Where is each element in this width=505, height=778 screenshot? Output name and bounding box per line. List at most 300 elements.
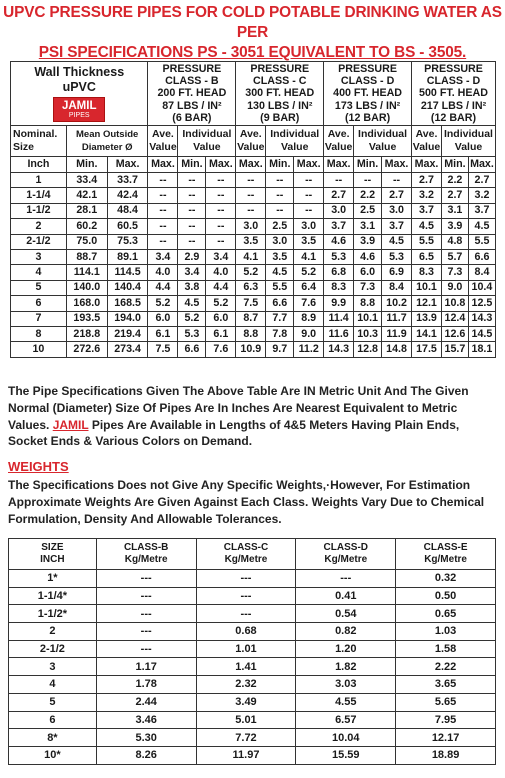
- value-cell: 6.0: [148, 311, 178, 326]
- mean-od-line: Mean Outside: [76, 129, 139, 140]
- value-cell: 5.2: [206, 296, 236, 311]
- table-row: [11, 342, 496, 357]
- max-header: Max.: [468, 157, 495, 173]
- header-line: Kg/Metre: [324, 554, 368, 565]
- class-line: (12 BAR): [345, 111, 391, 124]
- value-cell: 42.4: [107, 188, 148, 203]
- value-cell: 4.5: [266, 265, 294, 280]
- value-cell: 3.5: [294, 234, 324, 249]
- value-cell: 11.6: [324, 326, 354, 341]
- min-header: Min.: [66, 157, 107, 173]
- weight-cell: 3.65: [396, 676, 496, 694]
- value-cell: 5.3: [178, 326, 206, 341]
- weight-cell: 6.57: [296, 711, 396, 729]
- weight-cell: 0.82: [296, 623, 396, 641]
- value-cell: 42.1: [66, 188, 107, 203]
- header-line: CLASS-D: [323, 542, 368, 553]
- value-cell: 4.5: [382, 234, 412, 249]
- header-line: CLASS-B: [123, 542, 169, 553]
- size-cell: 2-1/2: [9, 640, 97, 658]
- value-cell: 7.3: [354, 280, 382, 295]
- value-cell: --: [236, 173, 266, 188]
- individual-value-header: [266, 126, 324, 157]
- value-cell: 13.9: [412, 311, 442, 326]
- value-cell: 8.3: [412, 265, 442, 280]
- value-cell: 4.0: [148, 265, 178, 280]
- weight-cell: 2.22: [396, 658, 496, 676]
- title-line-2: PSI SPECIFICATIONS PS - 3051 EQUIVALENT TO BS - 3505.: [38, 44, 467, 61]
- value-cell: 10.2: [382, 296, 412, 311]
- weight-cell: 7.72: [196, 729, 296, 747]
- note-text-start: The Pipe Specifications Given The Above Table Are IN Metric Unit And The Given Normal (Diameter) Size Of Pipes Are In Inches Are Nearest Equivalent to Metric Values.: [8, 384, 469, 432]
- value-cell: 18.1: [468, 342, 495, 357]
- value-cell: 5.7: [441, 249, 468, 264]
- header-line: INCH: [40, 554, 65, 565]
- weight-cell: 1.17: [96, 658, 196, 676]
- value-cell: 11.9: [382, 326, 412, 341]
- value-cell: 7.5: [148, 342, 178, 357]
- table-row: [11, 296, 496, 311]
- value-cell: --: [266, 203, 294, 218]
- class-line: CLASS - D: [426, 75, 481, 88]
- class-header: [236, 62, 324, 126]
- weights-col-header: [9, 539, 97, 570]
- brand-name: JAMIL: [52, 417, 89, 432]
- value-cell: 3.2: [468, 188, 495, 203]
- ave-line: Value: [149, 141, 177, 153]
- indiv-line: Individual: [270, 128, 320, 140]
- table-row: [11, 234, 496, 249]
- class-line: 217 LBS / IN²: [420, 99, 487, 112]
- weight-cell: ---: [96, 587, 196, 605]
- value-cell: 3.0: [324, 203, 354, 218]
- value-cell: 5.3: [382, 249, 412, 264]
- value-cell: --: [148, 188, 178, 203]
- indiv-line: Value: [368, 141, 397, 153]
- value-cell: 3.9: [354, 234, 382, 249]
- indiv-line: Individual: [182, 128, 232, 140]
- class-line: 400 FT. HEAD: [333, 87, 403, 100]
- value-cell: 33.4: [66, 173, 107, 188]
- weight-cell: 15.59: [296, 746, 396, 764]
- weight-cell: ---: [96, 605, 196, 623]
- indiv-line: Value: [193, 141, 221, 153]
- specifications-table: [10, 61, 496, 358]
- weight-cell: 4.55: [296, 693, 396, 711]
- ave-line: Value: [237, 141, 265, 153]
- class-line: PRESSURE: [338, 62, 397, 75]
- value-cell: --: [206, 203, 236, 218]
- value-cell: 12.5: [468, 296, 495, 311]
- mean-od-header: [66, 126, 148, 157]
- value-cell: 4.1: [236, 249, 266, 264]
- class-header: [148, 62, 236, 126]
- logo-text: JAMIL: [61, 100, 97, 112]
- value-cell: 3.0: [382, 203, 412, 218]
- class-line: PRESSURE: [424, 62, 483, 75]
- value-cell: 6.8: [324, 265, 354, 280]
- value-cell: --: [294, 188, 324, 203]
- value-cell: 2.2: [354, 188, 382, 203]
- value-cell: 28.1: [66, 203, 107, 218]
- value-cell: 5.3: [324, 249, 354, 264]
- value-cell: 4.6: [324, 234, 354, 249]
- size-cell: 1-1/2: [11, 203, 67, 218]
- size-cell: 8*: [9, 729, 97, 747]
- weight-cell: 0.65: [396, 605, 496, 623]
- value-cell: 7.3: [441, 265, 468, 280]
- class-line: 300 FT. HEAD: [245, 87, 315, 100]
- indiv-line: Individual: [358, 128, 408, 140]
- value-cell: 3.0: [294, 219, 324, 234]
- value-cell: --: [266, 173, 294, 188]
- value-cell: 14.8: [382, 342, 412, 357]
- value-cell: 140.0: [66, 280, 107, 295]
- nominal-line: Nominal.: [13, 128, 58, 140]
- value-cell: 12.4: [441, 311, 468, 326]
- value-cell: 3.4: [178, 265, 206, 280]
- weight-cell: 5.65: [396, 693, 496, 711]
- max-header: Max.: [107, 157, 148, 173]
- value-cell: 8.4: [468, 265, 495, 280]
- value-cell: 3.0: [266, 234, 294, 249]
- value-cell: 2.9: [178, 249, 206, 264]
- value-cell: --: [236, 188, 266, 203]
- value-cell: 8.3: [324, 280, 354, 295]
- weight-cell: 11.97: [196, 746, 296, 764]
- size-cell: 10*: [9, 746, 97, 764]
- value-cell: 194.0: [107, 311, 148, 326]
- table-row: [9, 746, 496, 764]
- value-cell: --: [178, 219, 206, 234]
- size-cell: 7: [11, 311, 67, 326]
- weights-heading: WEIGHTS: [8, 459, 69, 474]
- value-cell: 8.8: [236, 326, 266, 341]
- size-cell: 1-1/4: [11, 188, 67, 203]
- value-cell: 4.0: [206, 265, 236, 280]
- size-cell: 4: [9, 676, 97, 694]
- weight-cell: 2.44: [96, 693, 196, 711]
- max-header: Max.: [206, 157, 236, 173]
- value-cell: 11.7: [382, 311, 412, 326]
- value-cell: 12.8: [354, 342, 382, 357]
- table-row: [9, 676, 496, 694]
- value-cell: 3.1: [441, 203, 468, 218]
- individual-value-header: [178, 126, 236, 157]
- value-cell: --: [382, 173, 412, 188]
- weight-cell: 1.82: [296, 658, 396, 676]
- value-cell: 14.3: [468, 311, 495, 326]
- value-cell: --: [354, 173, 382, 188]
- value-cell: 6.3: [236, 280, 266, 295]
- spec-table-body: [11, 173, 496, 358]
- table-row: [11, 188, 496, 203]
- ave-value-header: [324, 126, 354, 157]
- value-cell: 75.3: [107, 234, 148, 249]
- weight-cell: 1.20: [296, 640, 396, 658]
- weight-cell: ---: [296, 570, 396, 588]
- value-cell: 114.5: [107, 265, 148, 280]
- table-row: [11, 219, 496, 234]
- ave-value-header: [148, 126, 178, 157]
- size-cell: 1*: [9, 570, 97, 588]
- value-cell: 2.5: [266, 219, 294, 234]
- value-cell: 60.5: [107, 219, 148, 234]
- value-cell: 10.3: [354, 326, 382, 341]
- value-cell: 3.0: [236, 219, 266, 234]
- value-cell: 5.2: [294, 265, 324, 280]
- wall-title-1: Wall Thickness: [34, 65, 125, 79]
- min-header: Min.: [178, 157, 206, 173]
- table-row: [9, 658, 496, 676]
- value-cell: 10.9: [236, 342, 266, 357]
- value-cell: 3.7: [324, 219, 354, 234]
- value-cell: --: [178, 203, 206, 218]
- ave-value-header: [412, 126, 442, 157]
- max-header: Max.: [412, 157, 442, 173]
- mean-od-line: Diameter Ø: [81, 142, 133, 153]
- value-cell: 3.4: [148, 249, 178, 264]
- value-cell: 2.7: [324, 188, 354, 203]
- table-row: [11, 280, 496, 295]
- weight-cell: ---: [96, 640, 196, 658]
- weight-cell: ---: [96, 570, 196, 588]
- value-cell: 272.6: [66, 342, 107, 357]
- weight-cell: 5.01: [196, 711, 296, 729]
- value-cell: 33.7: [107, 173, 148, 188]
- table-row: [9, 640, 496, 658]
- class-line: 200 FT. HEAD: [157, 87, 227, 100]
- class-line: 500 FT. HEAD: [419, 87, 488, 100]
- weight-cell: 18.89: [396, 746, 496, 764]
- value-cell: --: [206, 173, 236, 188]
- value-cell: 3.5: [266, 249, 294, 264]
- indiv-line: Individual: [443, 128, 493, 140]
- ave-line: Value: [412, 141, 441, 153]
- value-cell: --: [294, 203, 324, 218]
- header-line: CLASS-E: [423, 542, 468, 553]
- value-cell: 3.9: [441, 219, 468, 234]
- value-cell: --: [324, 173, 354, 188]
- table-row: [11, 173, 496, 188]
- weight-cell: 0.68: [196, 623, 296, 641]
- weight-cell: 1.78: [96, 676, 196, 694]
- value-cell: 2.7: [468, 173, 495, 188]
- weight-cell: 0.50: [396, 587, 496, 605]
- table-row: [9, 729, 496, 747]
- weight-cell: 10.04: [296, 729, 396, 747]
- class-line: CLASS - D: [340, 75, 395, 88]
- value-cell: 2.7: [441, 188, 468, 203]
- value-cell: 2.7: [412, 173, 442, 188]
- size-cell: 10: [11, 342, 67, 357]
- size-cell: 6: [11, 296, 67, 311]
- wall-thickness-header: [11, 62, 148, 126]
- size-cell: 3: [11, 249, 67, 264]
- class-line: CLASS - C: [253, 75, 307, 88]
- value-cell: 11.2: [294, 342, 324, 357]
- value-cell: 10.4: [468, 280, 495, 295]
- min-header: Min.: [354, 157, 382, 173]
- value-cell: 6.5: [412, 249, 442, 264]
- ave-line: Value: [324, 141, 353, 153]
- wall-title-2: uPVC: [62, 80, 96, 94]
- ave-line: Ave.: [327, 128, 350, 140]
- value-cell: 8.7: [236, 311, 266, 326]
- weight-cell: 3.49: [196, 693, 296, 711]
- value-cell: 7.6: [294, 296, 324, 311]
- value-cell: 10.1: [412, 280, 442, 295]
- value-cell: 6.0: [206, 311, 236, 326]
- table-row: [9, 711, 496, 729]
- weight-cell: 2.32: [196, 676, 296, 694]
- weight-cell: ---: [196, 605, 296, 623]
- header-line: SIZE: [41, 542, 64, 553]
- nominal-line: Size: [13, 141, 35, 153]
- header-line: CLASS-C: [223, 542, 269, 553]
- table-row: [9, 587, 496, 605]
- value-cell: 6.1: [148, 326, 178, 341]
- weights-header-row: [9, 539, 496, 570]
- size-cell: 1: [11, 173, 67, 188]
- value-cell: 6.6: [266, 296, 294, 311]
- weight-cell: 7.95: [396, 711, 496, 729]
- value-cell: 4.8: [441, 234, 468, 249]
- weight-cell: 3.46: [96, 711, 196, 729]
- logo-sub: PIPES: [68, 112, 90, 119]
- value-cell: 3.1: [354, 219, 382, 234]
- value-cell: 9.0: [294, 326, 324, 341]
- inch-header: Inch: [11, 157, 67, 173]
- value-cell: 15.7: [441, 342, 468, 357]
- value-cell: 5.5: [468, 234, 495, 249]
- value-cell: 5.5: [266, 280, 294, 295]
- table-row: [11, 265, 496, 280]
- specifications-note: [8, 383, 500, 450]
- size-cell: 2: [9, 623, 97, 641]
- size-cell: 2-1/2: [11, 234, 67, 249]
- value-cell: --: [148, 173, 178, 188]
- value-cell: 219.4: [107, 326, 148, 341]
- table-row: [11, 311, 496, 326]
- weights-table: [8, 538, 496, 765]
- size-cell: 4: [11, 265, 67, 280]
- weight-cell: 8.26: [96, 746, 196, 764]
- value-cell: 14.3: [324, 342, 354, 357]
- units-row: [11, 157, 496, 173]
- size-cell: 1-1/2*: [9, 605, 97, 623]
- class-line: (12 BAR): [430, 111, 477, 124]
- value-cell: 10.1: [354, 311, 382, 326]
- value-cell: 2.7: [382, 188, 412, 203]
- value-cell: 8.4: [382, 280, 412, 295]
- value-cell: --: [178, 173, 206, 188]
- value-cell: 8.9: [294, 311, 324, 326]
- value-cell: 75.0: [66, 234, 107, 249]
- class-line: (9 BAR): [260, 111, 300, 124]
- value-cell: --: [294, 173, 324, 188]
- weight-cell: ---: [196, 587, 296, 605]
- size-cell: 8: [11, 326, 67, 341]
- weight-cell: 0.54: [296, 605, 396, 623]
- value-cell: 6.0: [354, 265, 382, 280]
- weight-cell: 1.58: [396, 640, 496, 658]
- value-cell: 9.9: [324, 296, 354, 311]
- weight-cell: 1.03: [396, 623, 496, 641]
- size-cell: 5: [9, 693, 97, 711]
- weights-col-header: [296, 539, 396, 570]
- value-cell: 11.4: [324, 311, 354, 326]
- value-cell: --: [148, 234, 178, 249]
- class-line: 130 LBS / IN²: [247, 99, 313, 112]
- value-cell: 7.5: [236, 296, 266, 311]
- min-header: Min.: [266, 157, 294, 173]
- value-cell: --: [148, 219, 178, 234]
- value-cell: --: [206, 219, 236, 234]
- value-cell: 7.8: [266, 326, 294, 341]
- table-row: [11, 203, 496, 218]
- value-cell: 4.4: [206, 280, 236, 295]
- value-cell: 4.5: [178, 296, 206, 311]
- document-title: [0, 3, 505, 63]
- header-line: Kg/Metre: [424, 554, 467, 565]
- value-cell: 3.5: [236, 234, 266, 249]
- value-cell: 8.8: [354, 296, 382, 311]
- value-cell: 5.2: [178, 311, 206, 326]
- individual-value-header: [354, 126, 412, 157]
- value-cell: 4.1: [294, 249, 324, 264]
- value-cell: --: [148, 203, 178, 218]
- value-cell: 3.7: [468, 203, 495, 218]
- size-cell: 2: [11, 219, 67, 234]
- weight-cell: 1.01: [196, 640, 296, 658]
- value-cell: 3.8: [178, 280, 206, 295]
- max-header: Max.: [148, 157, 178, 173]
- value-cell: 168.5: [107, 296, 148, 311]
- class-line: 173 LBS / IN²: [334, 99, 401, 112]
- weight-cell: ---: [96, 623, 196, 641]
- weight-cell: 3.03: [296, 676, 396, 694]
- class-line: 87 LBS / IN²: [162, 99, 222, 112]
- individual-value-header: [441, 126, 495, 157]
- weights-col-header: [396, 539, 496, 570]
- table-row: [11, 249, 496, 264]
- max-header: Max.: [324, 157, 354, 173]
- value-cell: 12.1: [412, 296, 442, 311]
- value-cell: 89.1: [107, 249, 148, 264]
- class-line: (6 BAR): [172, 111, 212, 124]
- nominal-size-header: [11, 126, 67, 157]
- max-header: Max.: [294, 157, 324, 173]
- value-cell: 2.5: [354, 203, 382, 218]
- size-cell: 3: [9, 658, 97, 676]
- value-cell: 7.7: [266, 311, 294, 326]
- value-cell: 9.7: [266, 342, 294, 357]
- value-cell: 3.7: [412, 203, 442, 218]
- table-row: [9, 623, 496, 641]
- jamil-logo: [53, 97, 106, 122]
- value-cell: 3.7: [382, 219, 412, 234]
- value-cell: --: [178, 188, 206, 203]
- value-cell: 5.2: [236, 265, 266, 280]
- value-cell: --: [236, 203, 266, 218]
- value-cell: 17.5: [412, 342, 442, 357]
- weight-cell: 0.32: [396, 570, 496, 588]
- ave-value-header: [236, 126, 266, 157]
- value-cell: 218.8: [66, 326, 107, 341]
- value-cell: --: [178, 234, 206, 249]
- value-cell: 7.6: [206, 342, 236, 357]
